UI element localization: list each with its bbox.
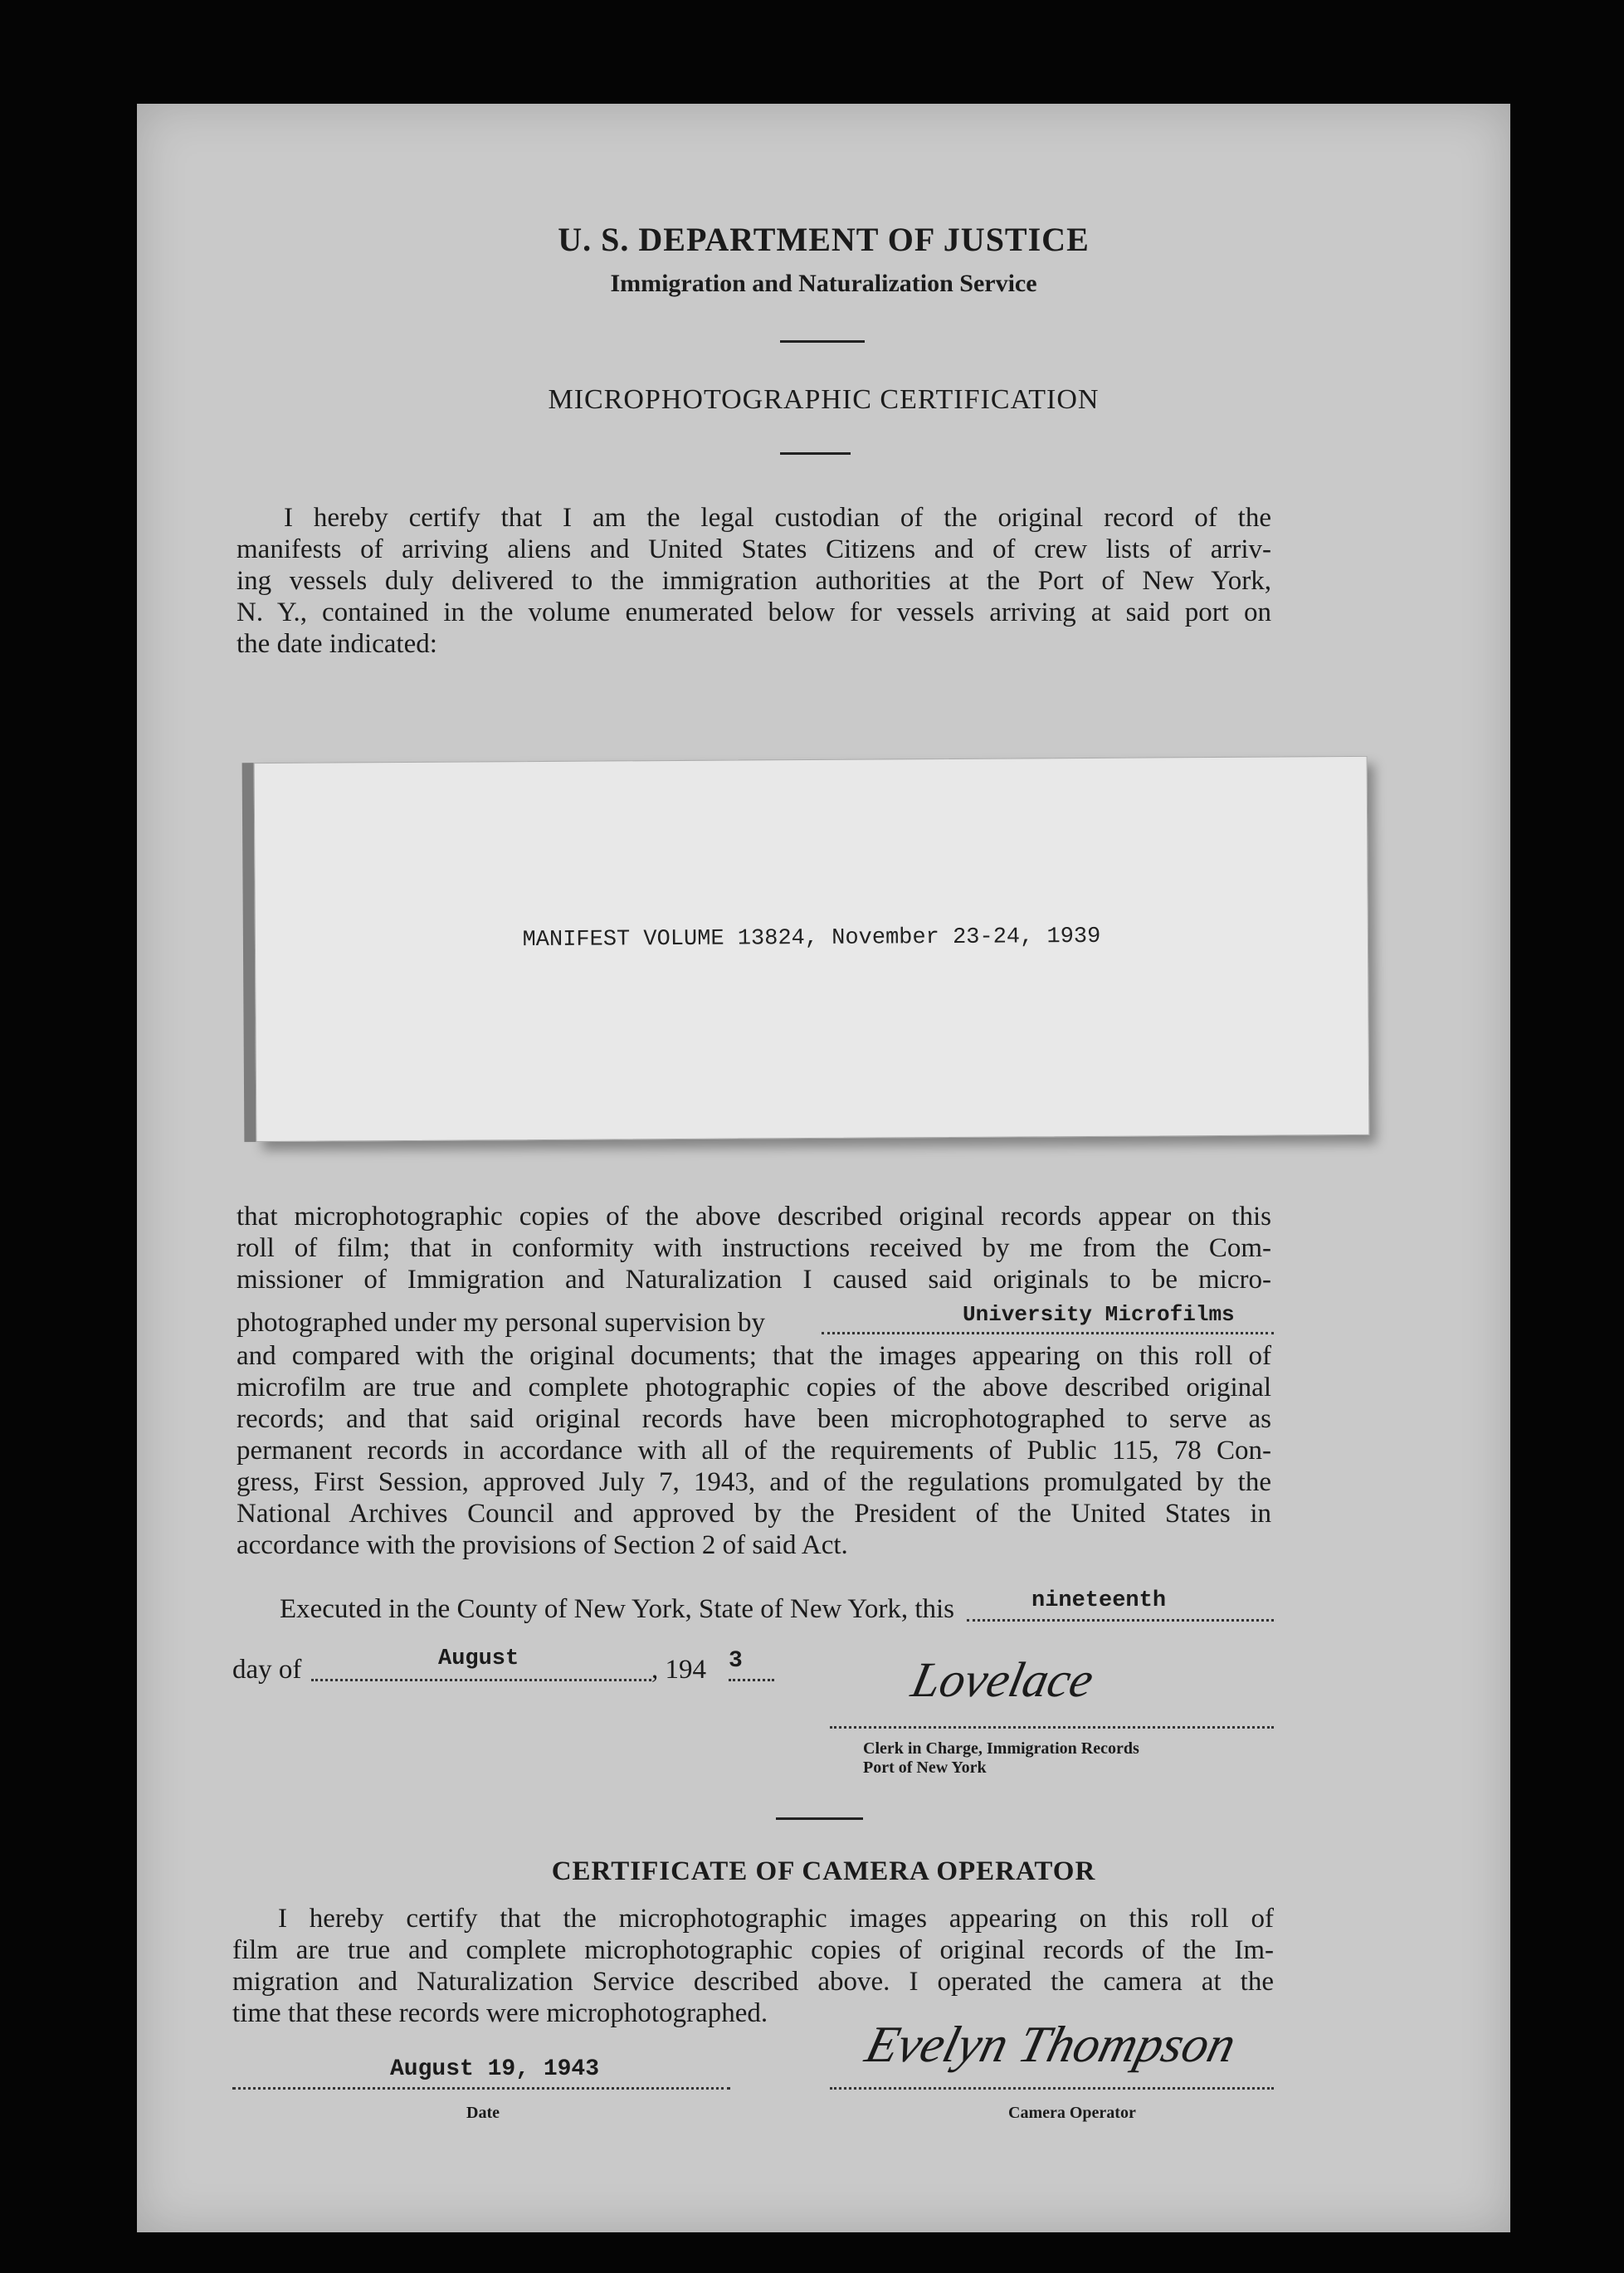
title-divider [780,452,851,455]
manifest-volume-text: MANIFEST VOLUME 13824, November 23-24, 1939 [522,924,1101,954]
camera-line: time that these records were microphotographed. [232,1998,768,2028]
body-line: missioner of Immigration and Naturalization I caused said originals to be micro- [237,1265,1271,1295]
body-line: National Archives Council and approved by the President of the United States in [237,1499,1271,1529]
camera-line: film are true and complete microphotographic copies of original records of the Im- [232,1935,1274,1965]
clerk-port: Port of New York [863,1758,987,1777]
day-of-label: day of [232,1655,302,1685]
manifest-slip [254,756,1370,1142]
execution-prefix: Executed in the County of New York, State of New York, this [280,1594,955,1624]
date-value: August 19, 1943 [390,2056,600,2082]
certification-title: MICROPHOTOGRAPHIC CERTIFICATION [548,384,1100,415]
year-digit: 3 [729,1648,743,1674]
year-prefix: , 194 [651,1655,706,1685]
clerk-title: Clerk in Charge, Immigration Records [863,1739,1139,1758]
day-dotted-line [967,1619,1274,1622]
camera-line: migration and Naturalization Service described above. I operated the camera at the [232,1967,1274,1997]
operator-label: Camera Operator [1008,2104,1136,2122]
day-value: nineteenth [1031,1588,1167,1613]
operator-signature: Evelyn Thompson [860,2017,1242,2073]
body-line: gress, First Session, approved July 7, 1943, and of the regulations promulgated by the [237,1467,1271,1497]
body-line: accordance with the provisions of Section 2 of said Act. [237,1530,848,1560]
supervision-dotted-line [822,1332,1274,1334]
body-line: microfilm are true and complete photographic copies of the above described original [237,1373,1271,1402]
month-value: August [438,1646,519,1671]
body-line: permanent records in accordance with all of the requirements of Public 115, 78 Con- [237,1436,1271,1466]
service-subheading: Immigration and Naturalization Service [610,270,1037,297]
year-dotted-line [729,1679,774,1681]
month-dotted-line [311,1679,651,1681]
header-divider [780,340,865,343]
clerk-signature-line [830,1726,1274,1729]
date-label: Date [466,2104,500,2122]
camera-line: I hereby certify that the microphotographic images appearing on this roll of [278,1904,1274,1934]
department-heading: U. S. DEPARTMENT OF JUSTICE [558,221,1090,258]
intro-line: the date indicated: [237,629,437,659]
intro-line: I hereby certify that I am the legal custodian of the original record of the [284,503,1271,533]
clerk-signature: Lovelace [906,1652,1099,1707]
supervision-value: University Microfilms [963,1302,1235,1327]
intro-line: manifests of arriving aliens and United States Citizens and of crew lists of arriv- [237,534,1271,564]
body-line: that microphotographic copies of the above described original records appear on this [237,1202,1271,1232]
camera-divider [776,1817,863,1820]
camera-certificate-title: CERTIFICATE OF CAMERA OPERATOR [551,1856,1096,1886]
intro-line: ing vessels duly delivered to the immigration authorities at the Port of New York, [237,566,1271,596]
operator-signature-line [830,2087,1274,2090]
body-line: roll of film; that in conformity with instructions received by me from the Com- [237,1233,1271,1263]
date-dotted-line [232,2087,730,2090]
supervision-prefix: photographed under my personal supervision by [237,1308,765,1338]
intro-line: N. Y., contained in the volume enumerated below for vessels arriving at said port on [237,598,1271,627]
body-line: records; and that said original records have been microphotographed to serve as [237,1404,1271,1434]
body-line: and compared with the original documents; that the images appearing on this roll of [237,1341,1271,1371]
certification-page [137,104,1510,2232]
